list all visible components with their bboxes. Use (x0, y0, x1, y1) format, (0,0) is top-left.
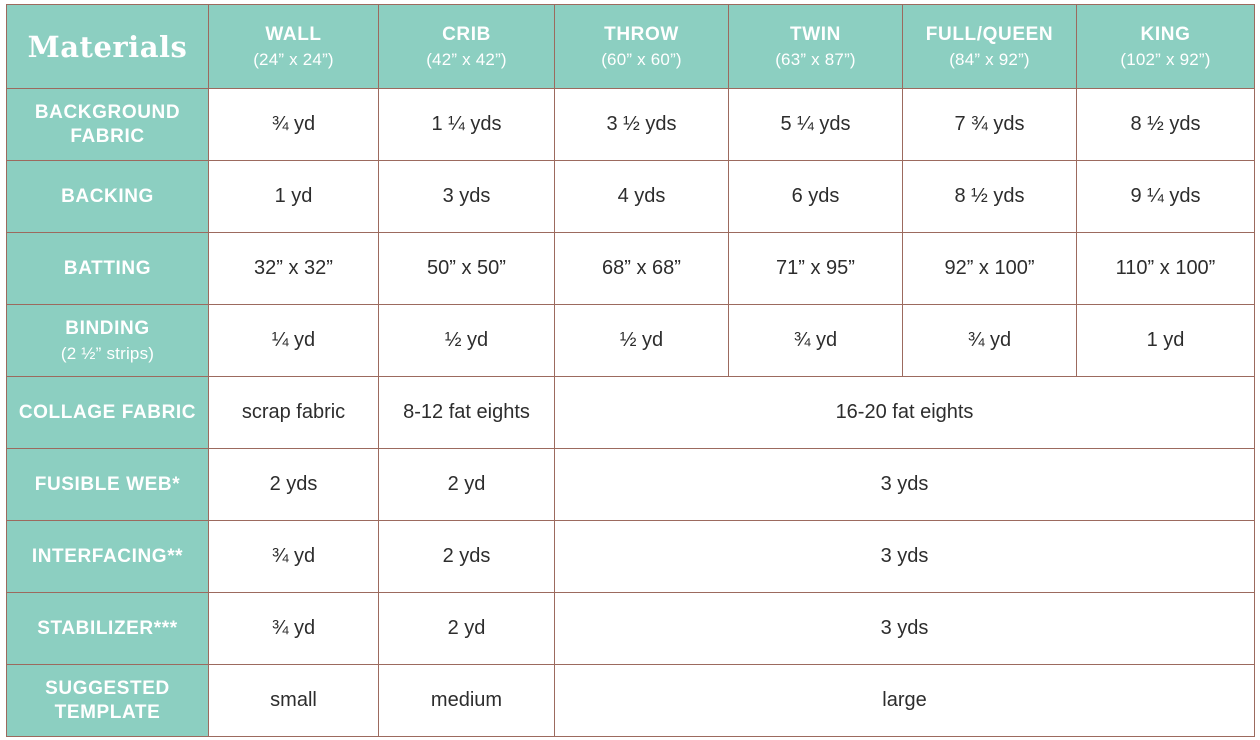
table-header-row (7, 5, 1255, 89)
cell-collage-fabric-wall: scrap fabric (209, 377, 379, 449)
cell-backing-throw: 4 yds (555, 161, 729, 233)
cell-collage-fabric-crib: 8-12 fat eights (379, 377, 555, 449)
column-header-full-queen-dims: (84” x 92”) (949, 50, 1030, 70)
cell-collage-fabric-throw-king: 16-20 fat eights (555, 377, 1255, 449)
cell-background-fabric-full-queen: 7 ¾ yds (903, 89, 1077, 161)
cell-suggested-template-crib: medium (379, 665, 555, 737)
column-header-wall (209, 5, 379, 89)
row-label-binding (7, 305, 209, 377)
cell-background-fabric-wall: ¾ yd (209, 89, 379, 161)
cell-batting-twin: 71” x 95” (729, 233, 903, 305)
column-header-wall-dims: (24” x 24”) (253, 50, 334, 70)
cell-binding-king: 1 yd (1077, 305, 1255, 377)
cell-binding-throw: ½ yd (555, 305, 729, 377)
materials-table (6, 4, 1255, 737)
cell-fusible-web-crib: 2 yd (379, 449, 555, 521)
column-header-throw-name: THROW (604, 23, 679, 45)
cell-stabilizer-throw-king: 3 yds (555, 593, 1255, 665)
column-header-crib-name: CRIB (442, 23, 491, 45)
column-header-king-dims: (102” x 92”) (1120, 50, 1211, 70)
cell-binding-crib: ½ yd (379, 305, 555, 377)
table-row (7, 233, 1255, 305)
cell-background-fabric-throw: 3 ½ yds (555, 89, 729, 161)
table-row (7, 377, 1255, 449)
cell-fusible-web-wall: 2 yds (209, 449, 379, 521)
cell-batting-king: 110” x 100” (1077, 233, 1255, 305)
table-body (7, 89, 1255, 737)
row-label-background-fabric: BACKGROUND FABRIC (7, 89, 209, 161)
row-label-fusible-web: FUSIBLE WEB* (7, 449, 209, 521)
column-header-full-queen-name: FULL/QUEEN (925, 23, 1054, 45)
cell-stabilizer-crib: 2 yd (379, 593, 555, 665)
table-row (7, 449, 1255, 521)
column-header-throw-dims: (60” x 60”) (601, 50, 682, 70)
row-label-interfacing: INTERFACING** (7, 521, 209, 593)
cell-backing-king: 9 ¼ yds (1077, 161, 1255, 233)
row-label-batting: BATTING (7, 233, 209, 305)
cell-backing-twin: 6 yds (729, 161, 903, 233)
cell-background-fabric-crib: 1 ¼ yds (379, 89, 555, 161)
column-header-king-name: KING (1140, 23, 1191, 45)
column-header-wall-name: WALL (265, 23, 322, 45)
column-header-twin (729, 5, 903, 89)
column-header-full-queen (903, 5, 1077, 89)
cell-binding-full-queen: ¾ yd (903, 305, 1077, 377)
cell-batting-full-queen: 92” x 100” (903, 233, 1077, 305)
cell-fusible-web-throw-king: 3 yds (555, 449, 1255, 521)
cell-suggested-template-wall: small (209, 665, 379, 737)
row-label-suggested-template: SUGGESTED TEMPLATE (7, 665, 209, 737)
cell-batting-crib: 50” x 50” (379, 233, 555, 305)
cell-stabilizer-wall: ¾ yd (209, 593, 379, 665)
row-label-stabilizer: STABILIZER*** (7, 593, 209, 665)
column-header-king (1077, 5, 1255, 89)
table-row (7, 89, 1255, 161)
cell-interfacing-throw-king: 3 yds (555, 521, 1255, 593)
column-header-crib-dims: (42” x 42”) (426, 50, 507, 70)
column-header-crib (379, 5, 555, 89)
column-header-twin-dims: (63” x 87”) (775, 50, 856, 70)
cell-interfacing-wall: ¾ yd (209, 521, 379, 593)
table-row (7, 161, 1255, 233)
cell-interfacing-crib: 2 yds (379, 521, 555, 593)
cell-suggested-template-throw-king: large (555, 665, 1255, 737)
row-label-backing: BACKING (7, 161, 209, 233)
row-label-binding-text: BINDING (65, 318, 150, 339)
table-row (7, 305, 1255, 377)
table-row (7, 665, 1255, 737)
cell-backing-wall: 1 yd (209, 161, 379, 233)
cell-batting-wall: 32” x 32” (209, 233, 379, 305)
cell-backing-crib: 3 yds (379, 161, 555, 233)
cell-background-fabric-twin: 5 ¼ yds (729, 89, 903, 161)
cell-backing-full-queen: 8 ½ yds (903, 161, 1077, 233)
table-row (7, 593, 1255, 665)
corner-title: Materials (7, 5, 209, 89)
cell-binding-twin: ¾ yd (729, 305, 903, 377)
cell-binding-wall: ¼ yd (209, 305, 379, 377)
row-label-binding-sub: (2 ½” strips) (60, 343, 155, 363)
table-row (7, 521, 1255, 593)
cell-background-fabric-king: 8 ½ yds (1077, 89, 1255, 161)
row-label-collage-fabric: COLLAGE FABRIC (7, 377, 209, 449)
table-header (7, 5, 1255, 89)
cell-batting-throw: 68” x 68” (555, 233, 729, 305)
column-header-throw (555, 5, 729, 89)
column-header-twin-name: TWIN (790, 23, 841, 45)
